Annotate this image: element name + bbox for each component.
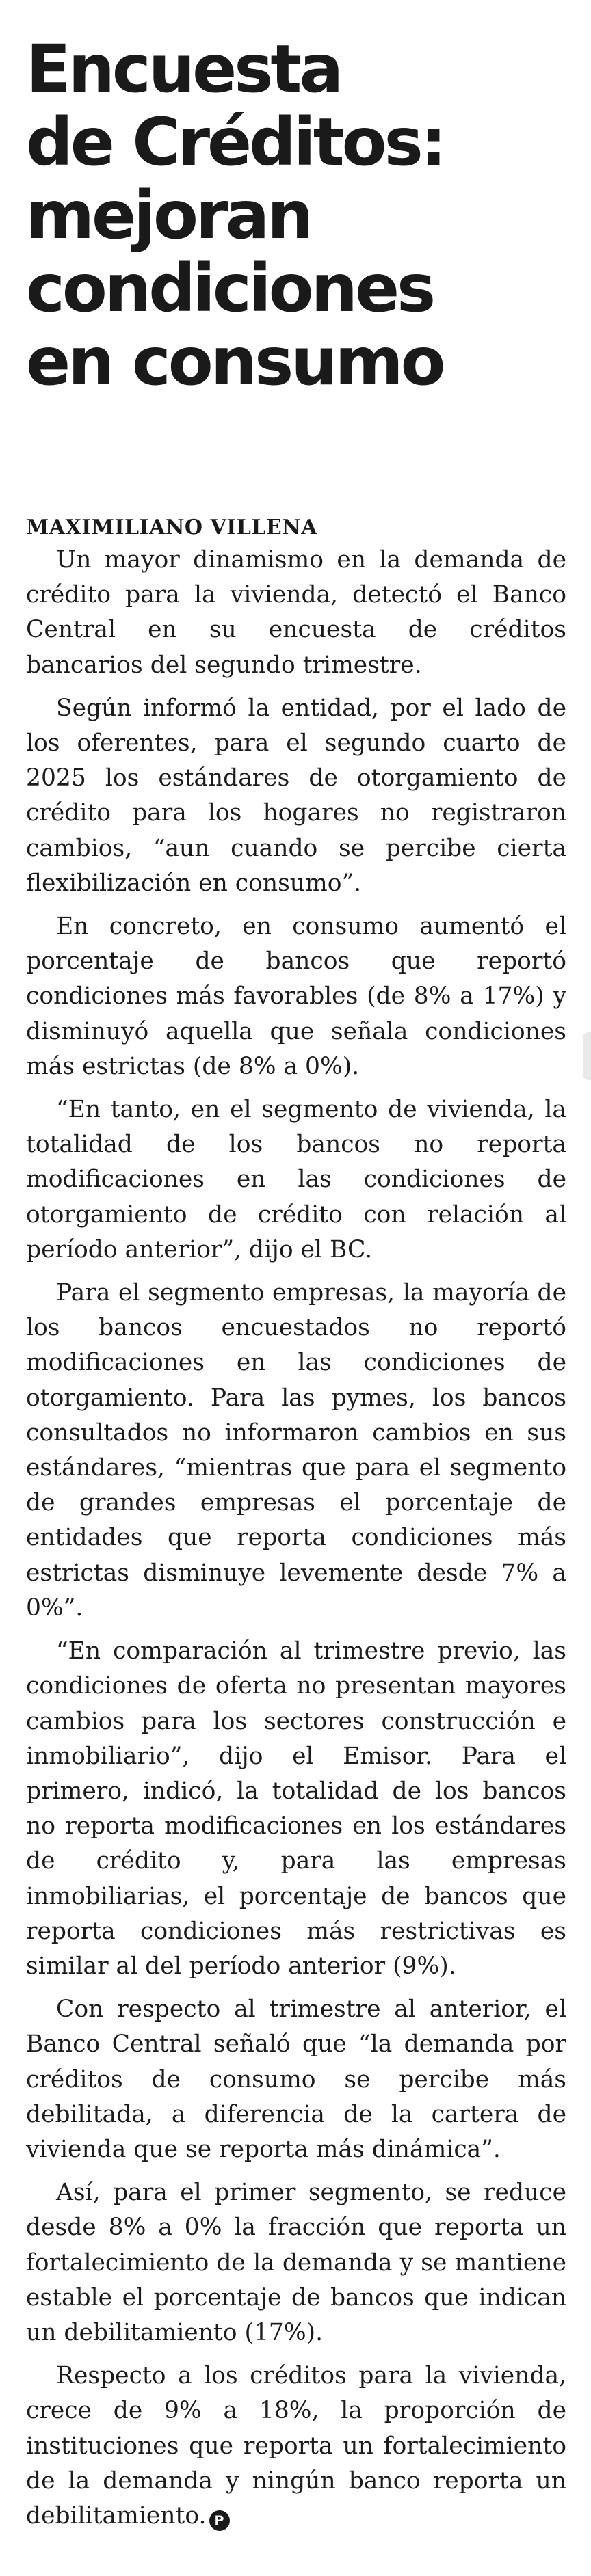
paragraph: En concreto, en consumo aumentó el porcentaje de bancos que reportó condiciones más favorables (de 8% a 17%) y disminuyó aquella que señala condiciones más estrictas (de 8% a 0%).	[26, 913, 566, 1080]
headline-line: en consumo	[26, 323, 443, 400]
headline-line: mejoran	[26, 177, 311, 254]
end-of-article-icon: P	[209, 2510, 230, 2531]
paragraph: Así, para el primer segmento, se reduce desde 8% a 0% la fracción que reporta un fortalecimiento de la demanda y se mantiene estable el porcentaje de bancos que indican un debilitamiento (17%).	[26, 2179, 566, 2346]
paragraph: Con respecto al trimestre al anterior, el Banco Central señaló que “la demanda por créditos de consumo se percibe más debilitada, a diferencia de la cartera de vivienda que se reporta más dinámica”.	[26, 1996, 566, 2163]
side-scroll-tab[interactable]	[583, 1032, 591, 1080]
paragraph-last	[26, 2359, 566, 2534]
headline-line: de Créditos:	[26, 104, 445, 180]
author-byline: MAXIMILIANO VILLENA	[26, 515, 317, 539]
news-article	[26, 33, 566, 2542]
headline-line: Encuesta	[26, 31, 341, 107]
paragraph: “En tanto, en el segmento de vivienda, la totalidad de los bancos no reporta modificaciones en las condiciones de otorgamiento de crédito con relación al período anterior”, dijo el BC.	[26, 1096, 566, 1263]
article-body	[26, 543, 566, 2534]
headline	[26, 33, 566, 399]
paragraph: “En comparación al trimestre previo, las condiciones de oferta no presentan mayores cambios para los sectores construcción e inmobiliario”, dijo el Emisor. Para el primero, indicó, la totalidad de los bancos no reporta modificaciones en los estándares de crédito y, para las empresas inmobiliarias, el porcentaje de bancos que reporta condiciones más restrictivas es similar al del período anterior (9%).	[26, 1637, 566, 1980]
paragraph: Según informó la entidad, por el lado de los oferentes, para el segundo cuarto de 2025 los estándares de otorgamiento de crédito para los hogares no registraron cambios, “aun cuando se percibe cierta flexibilización en consumo”.	[26, 694, 566, 897]
paragraph: Para el segmento empresas, la mayoría de los bancos encuestados no reportó modificaciones en las condiciones de otorgamiento. Para las pymes, los bancos consultados no informaron cambios en sus estándares, “mientras que para el segmento de grandes empresas el porcentaje de entidades que reporta condiciones más estrictas disminuye levemente desde 7% a 0%”.	[26, 1279, 566, 1622]
paragraph: Un mayor dinamismo en la demanda de crédito para la vivienda, detectó el Banco Central en su encuesta de créditos bancarios del segundo trimestre.	[26, 546, 566, 679]
paragraph-text: Respecto a los créditos para la vivienda, crece de 9% a 18%, la proporción de instituciones que reporta un fortalecimiento de la demanda y ningún banco reporta un debilitamiento.	[26, 2362, 566, 2530]
headline-line: condiciones	[26, 250, 434, 327]
